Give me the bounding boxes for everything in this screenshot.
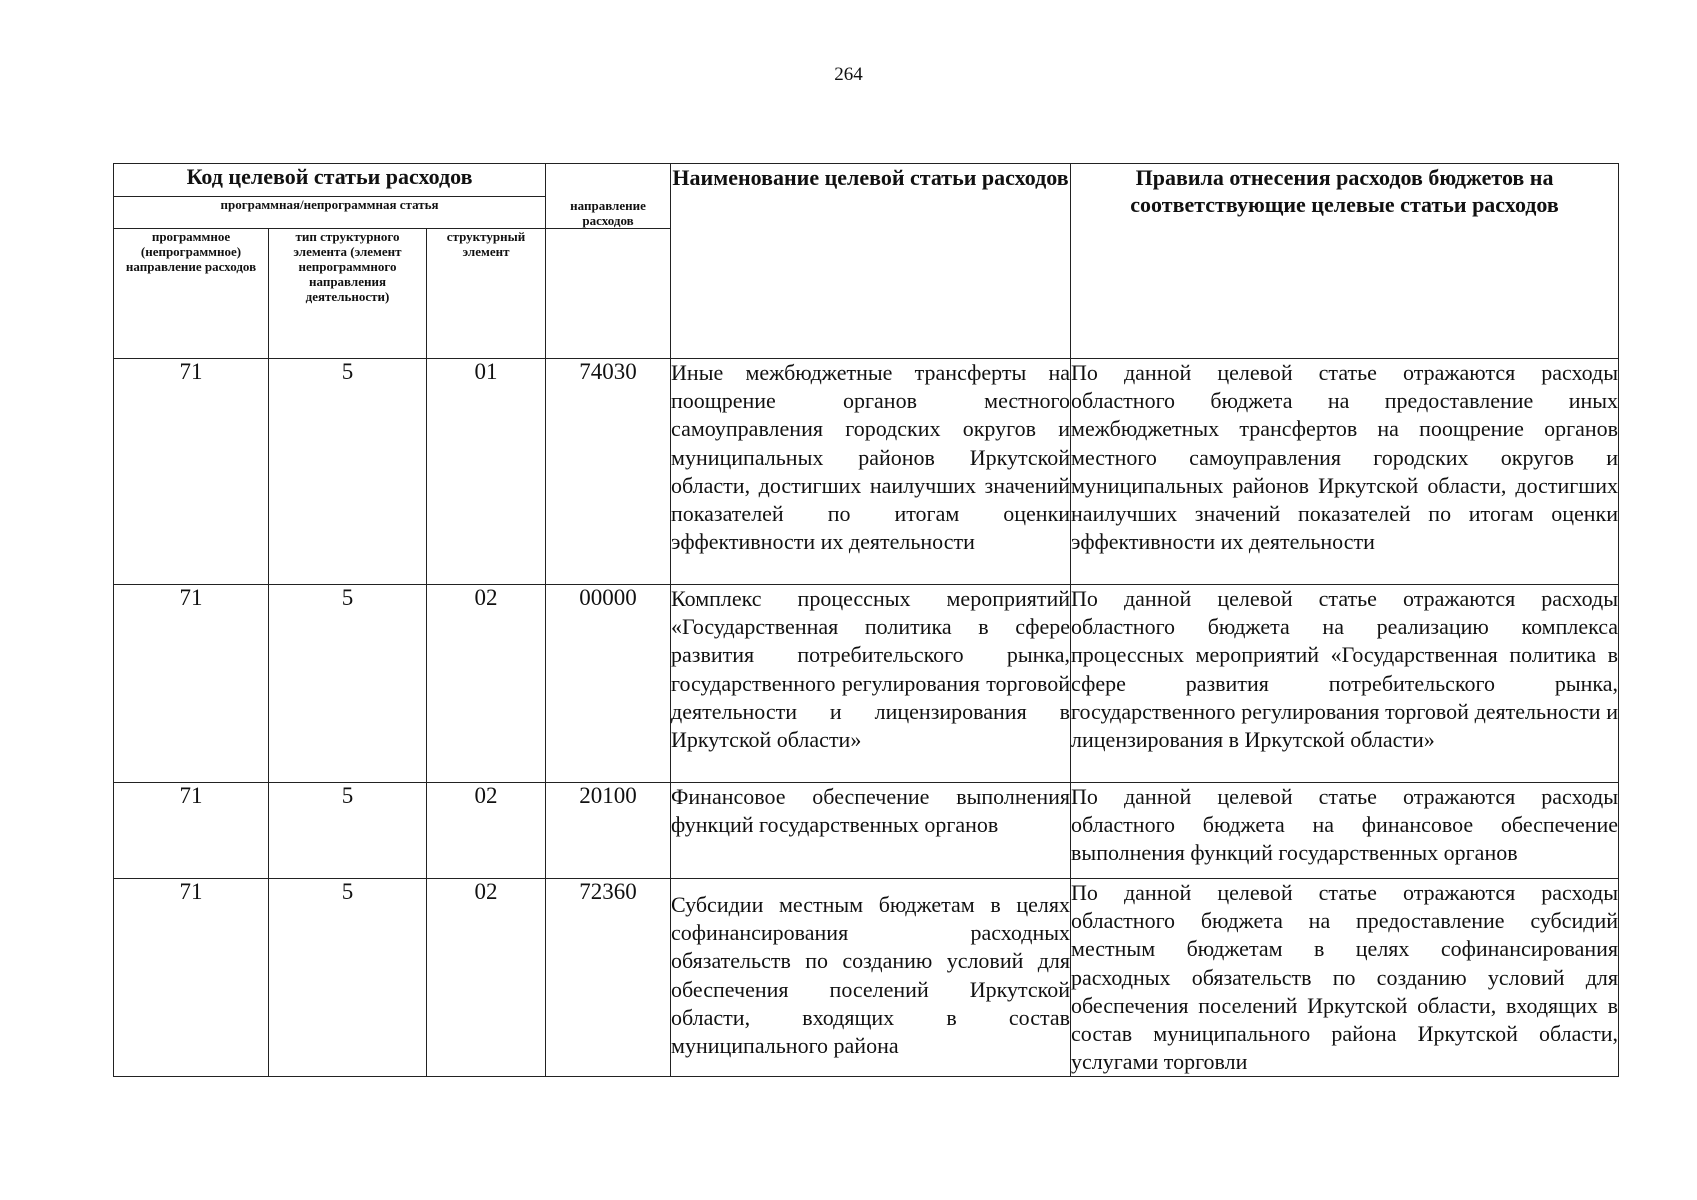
- cell-program: 71: [114, 585, 269, 783]
- cell-direction: 74030: [546, 359, 671, 585]
- cell-rule: По данной целевой статье отражаются расходы областного бюджета на предоставление субсидий местным бюджетам в целях софинансирования расходных обязательств по созданию условий для обеспечения поселений Иркутской области, входящих в состав муниципального района Иркутской области, услугами торговли: [1071, 879, 1619, 1077]
- cell-rule: По данной целевой статье отражаются расходы областного бюджета на предоставление иных межбюджетных трансфертов на поощрение органов местного самоуправления городских округов и муниципальных районов Иркутской области, достигших наилучших значений показателей по итогам оценки эффективности их деятельности: [1071, 359, 1619, 585]
- table-row: [114, 783, 1619, 879]
- cell-name: Комплекс процессных мероприятий «Государственная политика в сфере развития потребительского рынка, государственного регулирования торговой деятельности и лицензирования в Иркутской области»: [671, 585, 1071, 783]
- header-rules: Правила отнесения расходов бюджетов на соответствующие целевые статьи расходов: [1071, 164, 1619, 359]
- table-row: [114, 359, 1619, 585]
- cell-element: 02: [427, 783, 546, 879]
- header-prog-article: программная/непрограммная статья: [114, 196, 546, 229]
- header-direction-spacer: [546, 229, 671, 359]
- cell-element: 02: [427, 585, 546, 783]
- cell-program: 71: [114, 359, 269, 585]
- cell-direction: 00000: [546, 585, 671, 783]
- cell-type: 5: [269, 879, 427, 1077]
- cell-type: 5: [269, 783, 427, 879]
- header-name: Наименование целевой статьи расходов: [671, 164, 1071, 359]
- header-program: программное (непрограммное) направление расходов: [114, 229, 269, 359]
- cell-direction: 20100: [546, 783, 671, 879]
- cell-program: 71: [114, 879, 269, 1077]
- cell-name: Финансовое обеспечение выполнения функций государственных органов: [671, 783, 1071, 879]
- cell-rule: По данной целевой статье отражаются расходы областного бюджета на финансовое обеспечение выполнения функций государственных органов: [1071, 783, 1619, 879]
- cell-rule: По данной целевой статье отражаются расходы областного бюджета на реализацию комплекса процессных мероприятий «Государственная политика в сфере развития потребительского рынка, государственного регулирования торговой деятельности и лицензирования в Иркутской области»: [1071, 585, 1619, 783]
- header-element: структурный элемент: [427, 229, 546, 359]
- header-code-title: Код целевой статьи расходов: [114, 164, 546, 197]
- cell-type: 5: [269, 585, 427, 783]
- cell-direction: 72360: [546, 879, 671, 1077]
- header-type: тип структурного элемента (элемент непрограммного направления деятельности): [269, 229, 427, 359]
- table-row: [114, 585, 1619, 783]
- cell-element: 01: [427, 359, 546, 585]
- cell-program: 71: [114, 783, 269, 879]
- cell-element: 02: [427, 879, 546, 1077]
- target-articles-table: [113, 163, 1619, 1077]
- cell-name: Иные межбюджетные трансферты на поощрение органов местного самоуправления городских округов и муниципальных районов Иркутской области, достигших наилучших значений показателей по итогам оценки эффективности их деятельности: [671, 359, 1071, 585]
- header-direction: направление расходов: [546, 164, 671, 229]
- table-row: [114, 879, 1619, 1077]
- cell-name: Субсидии местным бюджетам в целях софинансирования расходных обязательств по созданию условий для обеспечения поселений Иркутской области, входящих в состав муниципального района: [671, 879, 1071, 1077]
- page-number: 264: [834, 64, 863, 85]
- cell-type: 5: [269, 359, 427, 585]
